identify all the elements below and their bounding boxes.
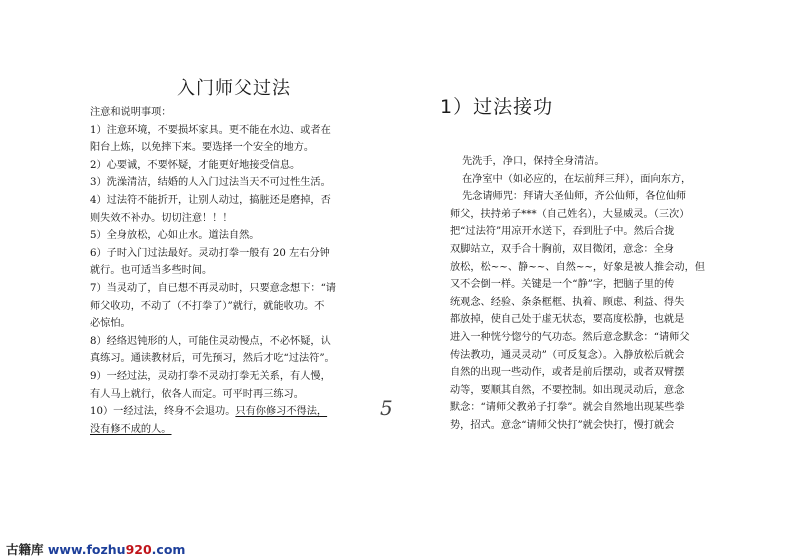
left-line: 5）全身放松，心如止水。道法自然。 bbox=[90, 230, 260, 242]
right-line: 师父，扶持弟子***（自己姓名），大显威灵。（三次） bbox=[450, 208, 690, 220]
left-line: 1）注意环境，不要损坏家具。更不能在水边、或者在 bbox=[90, 124, 331, 136]
left-line: 阳台上炼，以免摔下来。要选择一个安全的地方。 bbox=[90, 142, 315, 154]
watermark-brand: 古籍库 bbox=[6, 542, 44, 557]
right-line: 都放掉，使自己处于虚无状态，要高度松静，也就是 bbox=[450, 314, 685, 326]
left-line: 就行。也可适当多些时间。 bbox=[90, 265, 213, 277]
right-line: 势，招式。意念“请师父快打”就会快打，慢打就会 bbox=[450, 419, 675, 431]
right-line: 先念请师咒：拜请大圣仙师，齐公仙师，各位仙师 bbox=[462, 191, 687, 203]
left-line: 6）子时入门过法最好。灵动打拳一般有 20 左右分钟 bbox=[90, 247, 330, 259]
right-line: 放松，松~~、静~~、自然~~，好象是被人推会动，但 bbox=[450, 261, 705, 273]
watermark-site: www.fozhu920.com bbox=[47, 542, 186, 557]
right-line: 双脚站立，双手合十胸前，双目微闭，意念：全身 bbox=[450, 243, 675, 255]
left-line: 则失效不补办。切切注意！！！ bbox=[90, 212, 233, 224]
left-line: 有人马上就行，依各人而定。可平时再三练习。 bbox=[90, 388, 304, 400]
left-line: 真练习。通读教材后，可先预习，然后才吃“过法符”。 bbox=[90, 353, 335, 365]
right-page-body bbox=[450, 153, 750, 435]
left-line: 4）过法符不能折开，让别人动过，搞脏还是磨掉，否 bbox=[90, 194, 331, 206]
page-number: 5 bbox=[380, 396, 393, 420]
right-line: 在净室中（如必应的，在坛前拜三拜），面向东方， bbox=[462, 173, 692, 185]
left-page-title: 入门师父过法 bbox=[177, 78, 291, 99]
right-line: 动等，要顺其自然，不要控制。如出现灵动后，意念 bbox=[450, 384, 685, 396]
watermark-footer bbox=[0, 537, 793, 559]
left-line: 3）洗澡清洁，结婚的人入门过法当天不可过性生活。 bbox=[90, 177, 331, 189]
left-line-underlined: 只有你修习不得法， bbox=[235, 406, 328, 418]
right-line: 自然的出现一些动作，或者是前后摆动，或者双臂摆 bbox=[450, 367, 685, 379]
right-line: 又不会倒一样。关键是一个“静”字，把脑子里的传 bbox=[450, 279, 675, 291]
right-line: 把“过法符”用凉开水送下，吞到肚子中。然后合拢 bbox=[450, 226, 675, 238]
left-line: 2）心要诚，不要怀疑，才能更好地接受信息。 bbox=[90, 159, 301, 171]
left-line: 8）经络迟钝形的人，可能住灵动慢点，不必怀疑，认 bbox=[90, 335, 331, 347]
right-line: 先洗手，净口，保持全身清洁。 bbox=[462, 156, 605, 167]
right-line: 传法教功，通灵灵动”（可反复念）。入静放松后就会 bbox=[450, 349, 685, 361]
right-line: 进入一种恍兮惚兮的气功态。然后意念默念：“请师父 bbox=[450, 331, 690, 343]
left-line: 9）一经过法，灵动打拳不灵动打拳无关系，有人慢， bbox=[90, 370, 331, 382]
left-line: 注意和说明事项： bbox=[90, 107, 172, 118]
left-page-body bbox=[90, 104, 390, 438]
left-final-line: 没有修不成的人。 bbox=[90, 423, 172, 435]
left-line-last bbox=[90, 403, 390, 421]
right-line: 统观念、经验、条条框框、执着、顾虑、利益、得失 bbox=[450, 296, 685, 308]
right-line: 默念：“请师父教弟子打拳”。就会自然地出现某些拳 bbox=[450, 402, 685, 414]
left-line: 师父收功，不动了（不打拳了）”就行，就能收功。不 bbox=[90, 300, 325, 312]
left-line: 必惊怕。 bbox=[90, 318, 131, 330]
right-page-title: 1）过法接功 bbox=[440, 96, 554, 118]
left-line: 7）当灵动了，自已想不再灵动时，只要意念想下：“请 bbox=[90, 282, 336, 294]
left-line-plain: 10）一经过法，终身不会退功。 bbox=[90, 406, 236, 418]
